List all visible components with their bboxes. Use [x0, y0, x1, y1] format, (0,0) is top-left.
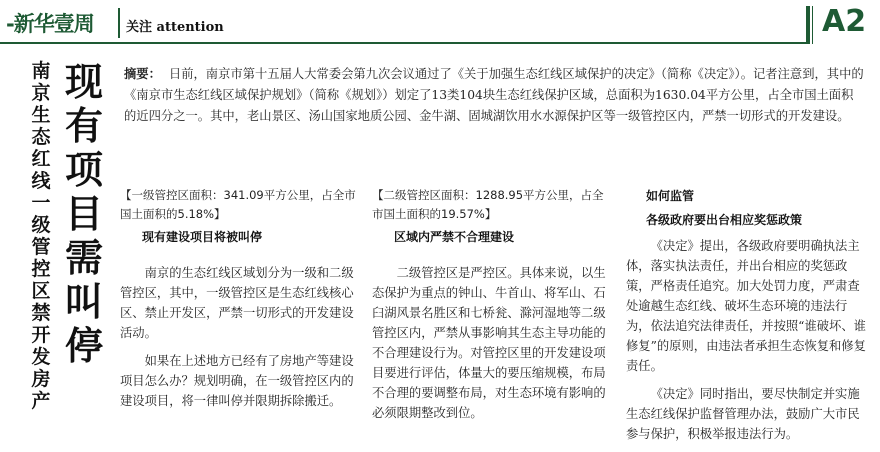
divider [812, 6, 813, 44]
abstract-label: 摘要： [124, 67, 161, 81]
divider [118, 8, 120, 38]
headline-title: 现 有 项 目 需 叫 停 [64, 60, 103, 368]
paragraph: 《决定》同时指出，要尽快制定并实施生态红线保护监督管理办法，鼓励广大市民参与保护，积极举报违法行为。 [626, 387, 860, 441]
article-column-2 [372, 186, 612, 431]
info-box: 【二级管控区面积：1288.95平方公里，占全市国土面积的19.57%】 [372, 188, 604, 221]
paragraph: 二级管控区是严控区。具体来说，以生态保护为重点的钟山、牛首山、将军山、石臼湖风景名胜区和七桥瓮、滁河湿地等二级管控区内，严禁从事影响其生态主导功能的不合理建设行为。对管控区里的开发建设项目要进行评估，体量大的要压缩规模，布局不合理的要调整布局，对生态环境有影响的必须限期整改到位。 [372, 266, 606, 420]
logo-text: 新华 [13, 12, 54, 36]
page-number: A2 [822, 4, 867, 39]
paragraph: 《决定》提出，各级政府要明确执法主体，落实执法责任，并出台相应的奖惩政策，严格责任追究。加大处罚力度，严肃查处逾越生态红线、破坏生态环境的违法行为，依法追究法律责任，并按照“谁破坏、谁修复”的原则，由违法者承担生态恢复和修复责任。 [626, 239, 866, 373]
header-rule [0, 42, 806, 44]
paragraph: 南京的生态红线区域划分为一级和二级管控区，其中，一级管控区是生态红线核心区、禁止开发区，严禁一切形式的开发建设活动。 [120, 266, 354, 340]
section-subhead: 如何监管 [646, 189, 695, 203]
section-subhead: 各级政府要出台相应奖惩政策 [646, 213, 803, 227]
article-column-1 [120, 186, 358, 419]
info-box: 【一级管控区面积：341.09平方公里，占全市国土面积的5.18%】 [120, 188, 356, 221]
divider [806, 6, 810, 44]
headline-subtitle: 南 京 生 态 红 线 一 级 管 控 区 禁 开 发 房 产 [31, 60, 51, 412]
page-header [0, 0, 880, 46]
newspaper-logo: -新华壹周 [6, 12, 94, 36]
abstract-text: 日前，南京市第十五届人大常委会第九次会议通过了《关于加强生态红线区域保护的决定》（简称《决定》）。记者注意到，其中的《南京市生态红线区域保护规划》（简称《规划》）划定了13类104块生态红线保护区域，总面积为1630.04平方公里，占全市国土面积的近四分之一。其中，老山景区、汤山国家地质公园、金牛湖、固城湖饮用水水源保护区等一级管控区内，严禁一切形式的开发建设。 [124, 67, 864, 123]
section-subhead: 区域内严禁不合理建设 [394, 230, 515, 244]
article-abstract [124, 64, 864, 127]
article-column-3 [626, 186, 870, 452]
section-subhead: 现有建设项目将被叫停 [142, 230, 263, 244]
paragraph: 如果在上述地方已经有了房地产等建设项目怎么办？规划明确，在一级管控区内的建设项目，将一律叫停并限期拆除搬迁。 [120, 354, 354, 408]
section-label: 关注 attention [126, 20, 224, 35]
logo-text-bold: 壹周 [53, 12, 94, 36]
